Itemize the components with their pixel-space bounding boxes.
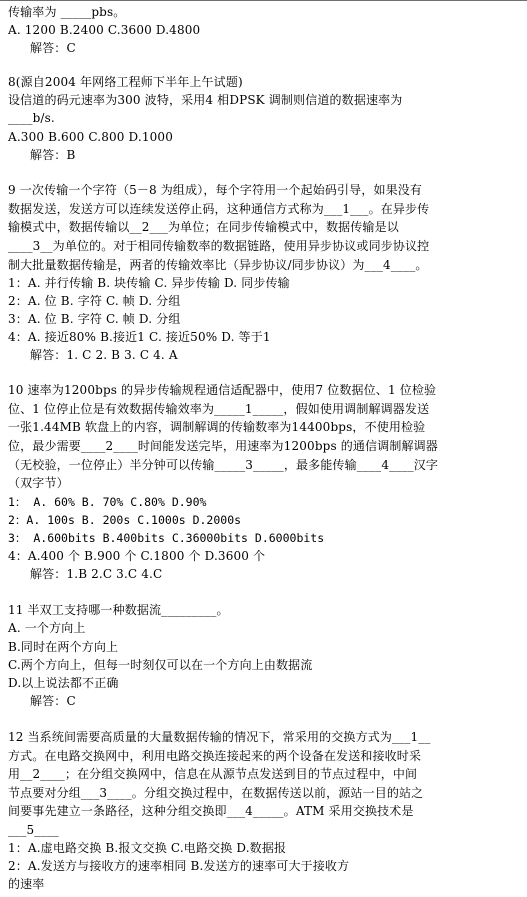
question-text: ___5____	[8, 823, 59, 837]
option-line: 3：A. 位 B. 字符 C. 帧 D. 分组	[8, 312, 181, 326]
question-text: （双字节）	[8, 476, 69, 490]
question-text: 制大批量数据传输是，两者的传输效率比（异步协议/同步协议）为___4____。	[8, 258, 428, 272]
option-line: 1：A.虚电路交换 B.报文交换 C.电路交换 D.数据报	[8, 841, 287, 855]
top-divider	[0, 0, 527, 1]
option-line: 4：A.400 个 B.900 个 C.1800 个 D.3600 个	[8, 549, 266, 563]
question-text: 一张1.44MB 软盘上的内容，调制解调的传输数率为14400bps，不使用检验	[8, 420, 426, 434]
option-line: A. 1200 B.2400 C.3600 D.4800	[8, 23, 201, 37]
answer-line: 解答：B	[30, 148, 76, 162]
question-text: 间要事先建立一条路径，这种分组交换即___4_____。ATM 采用交换技术是	[8, 804, 414, 818]
question-text: 12 当系统间需要高质量的大量数据传输的情况下，常采用的交换方式为___1__	[8, 730, 431, 744]
question-text: 10 速率为1200bps 的异步传输规程通信适配器中，使用7 位数据位、1 位检验	[8, 383, 437, 397]
option-line: 3： A.600bits B.400bits C.36000bits D.6000bits	[8, 531, 325, 545]
question-text: 位，最少需要____2____时间能发送完毕，用速率为1200bps 的通信调制解调器	[8, 439, 438, 453]
option-line: D.以上说法都不正确	[8, 676, 119, 690]
answer-line: 解答：1. C 2. B 3. C 4. A	[30, 348, 178, 362]
option-line: 1：A. 并行传输 B. 块传输 C. 异步传输 D. 同步传输	[8, 276, 290, 290]
option-line: 2：A. 位 B. 字符 C. 帧 D. 分组	[8, 294, 181, 308]
text-line: ____b/s.	[8, 111, 55, 125]
option-line: A. 一个方向上	[8, 621, 86, 635]
question-text: 9 一次传输一个字符（5－8 为组成），每个字符用一个起始码引导，如果没有	[8, 183, 423, 197]
question-text: 位、1 位停止位是有效数据传输效率为_____1_____，假如使用调制解调器发送	[8, 402, 430, 416]
option-line: 2：A. 100s B. 200s C.1000s D.2000s	[8, 513, 242, 527]
question-text: 用__2____；在分组交换网中，信息在从源节点发送到目的节点过程中，中间	[8, 767, 418, 781]
answer-line: 解答：C	[30, 41, 76, 55]
question-heading: 8(源自2004 年网络工程师下半年上午试题)	[8, 75, 243, 89]
text-line: 设信道的码元速率为300 波特，采用4 相DPSK 调制则信道的数据速率为	[8, 93, 403, 107]
question-text: 方式。在电路交换网中，利用电路交换连接起来的两个设备在发送和接收时采	[8, 749, 422, 763]
text-line: 传输率为 _____pbs。	[8, 5, 126, 19]
option-line: 的速率	[8, 877, 45, 891]
question-text: 数据发送，发送方可以连续发送停止码，这种通信方式称为___1___。在异步传	[8, 202, 430, 216]
answer-line: 解答：C	[30, 694, 76, 708]
question-text: ____3__为单位的。对于相同传输数率的数据链路，使用异步协议或同步协议控	[8, 239, 430, 253]
option-line: 4：A. 接近80% B.接近1 C. 接近50% D. 等于1	[8, 330, 271, 344]
option-line: 2：A.发送方与接收方的速率相同 B.发送方的速率可大于接收方	[8, 859, 350, 873]
question-text: 11 半双工支持哪一种数据流_________。	[8, 603, 229, 617]
option-line: B.同时在两个方向上	[8, 640, 119, 654]
option-line: A.300 B.600 C.800 D.1000	[8, 130, 173, 144]
option-line: C.两个方向上，但每一时刻仅可以在一个方向上由数据流	[8, 658, 313, 672]
question-text: 输模式中，数据传输以__2___为单位；在同步传输模式中，数据传输是以	[8, 220, 399, 234]
answer-line: 解答：1.B 2.C 3.C 4.C	[30, 567, 163, 581]
option-line: 1： A. 60% B. 70% C.80% D.90%	[8, 495, 207, 509]
question-text: 节点要对分组___3____。分组交换过程中，在数据传送以前，源站一目的站之	[8, 786, 424, 800]
question-text: （无校验，一位停止）半分钟可以传输_____3_____，最多能传输____4____汉字	[8, 458, 439, 472]
